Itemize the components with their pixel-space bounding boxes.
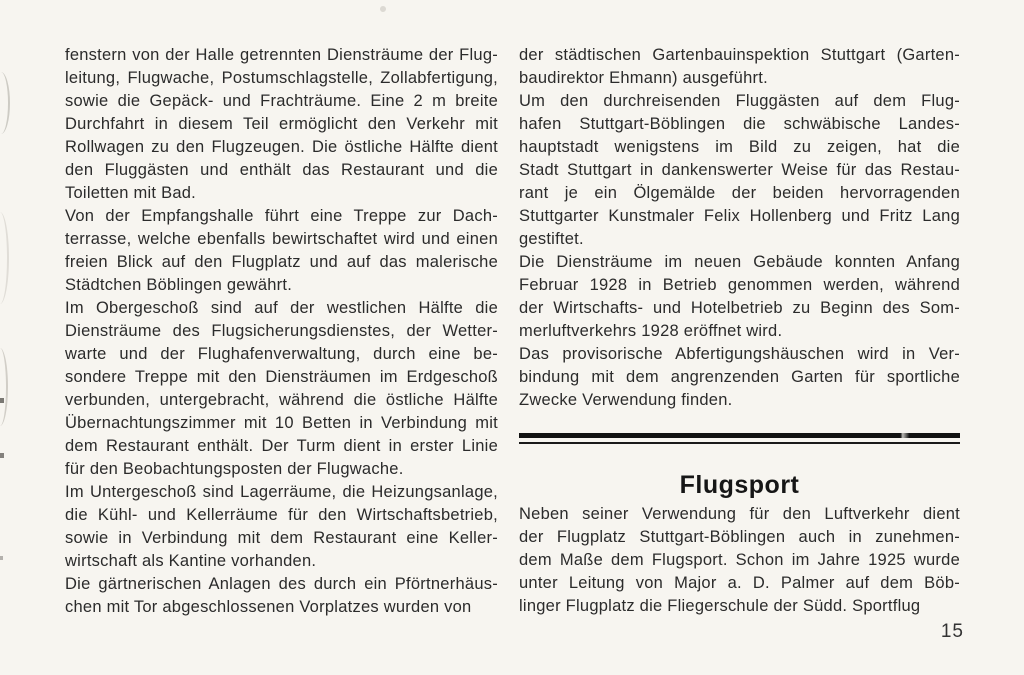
text-line: Diensträume des Flugsicherungsdienstes, der Wetter-	[65, 322, 498, 340]
text-line: terrasse, welche ebenfalls bewirtschaftet wird und einen	[65, 230, 498, 248]
scan-artifact	[0, 398, 4, 403]
text-line: dem Maße dem Flugsport. Schon im Jahre 1925 wurde	[519, 551, 960, 569]
text-line: sowie in Verbindung mit dem Restaurant eine Keller-	[65, 529, 498, 547]
paragraph	[519, 503, 960, 618]
text-line: Toiletten mit Bad.	[65, 184, 197, 202]
paragraph	[65, 573, 498, 619]
right-text-column	[519, 44, 960, 618]
scan-artifact	[380, 6, 386, 12]
text-line: baudirektor Ehmann) ausgeführt.	[519, 69, 768, 87]
text-line: Um den durchreisenden Fluggästen auf dem Flug-	[519, 92, 960, 110]
text-line: Übernachtungszimmer mit 10 Betten in Verbindung mit	[65, 414, 498, 432]
divider-thin-line	[519, 442, 960, 444]
text-line: Neben seiner Verwendung für den Luftverkehr dient	[519, 505, 960, 523]
text-line: sondere Treppe mit den Diensträumen im Erdgeschoß	[65, 368, 498, 386]
paragraph	[519, 90, 960, 251]
divider-thick-line	[519, 433, 960, 438]
text-line: Durchfahrt in diesem Teil ermöglicht den Verkehr mit	[65, 115, 498, 133]
text-line: Zwecke Verwendung finden.	[519, 391, 733, 409]
text-line: hauptstadt wenigstens im Bild zu zeigen, hat die	[519, 138, 960, 156]
left-text-column	[65, 44, 498, 619]
text-line: fenstern von der Halle getrennten Diensträume der Flug-	[65, 46, 498, 64]
text-line: freien Blick auf den Flugplatz und auf das malerische	[65, 253, 498, 271]
text-line: bindung mit dem angrenzenden Garten für sportliche	[519, 368, 960, 386]
text-line: der städtischen Gartenbauinspektion Stuttgart (Garten-	[519, 46, 960, 64]
text-line: linger Flugplatz die Fliegerschule der Südd. Sportflug	[519, 597, 921, 615]
paragraph	[519, 343, 960, 412]
text-line: Im Obergeschoß sind auf der westlichen Hälfte die	[65, 299, 498, 317]
text-line: Die gärtnerischen Anlagen des durch ein Pförtnerhäus-	[65, 575, 498, 593]
text-line: chen mit Tor abgeschlossenen Vorplatzes wurden von	[65, 598, 472, 616]
text-line: Das provisorische Abfertigungshäuschen wird in Ver-	[519, 345, 960, 363]
scan-artifact	[0, 348, 8, 426]
page-number: 15	[940, 621, 964, 642]
text-line: der Flugplatz Stuttgart-Böblingen auch in zunehmen-	[519, 528, 960, 546]
text-line: merluftverkehrs 1928 eröffnet wird.	[519, 322, 783, 340]
text-line: Von der Empfangshalle führt eine Treppe zur Dach-	[65, 207, 498, 225]
text-line: Rollwagen zu den Flugzeugen. Die östliche Hälfte dient	[65, 138, 498, 156]
paragraph	[65, 481, 498, 573]
text-line: Im Untergeschoß sind Lagerräume, die Heizungsanlage,	[65, 483, 498, 501]
scan-artifact	[0, 72, 10, 134]
paragraph	[519, 251, 960, 343]
text-line: rant je ein Ölgemälde der beiden hervorragenden	[519, 184, 960, 202]
text-line: Februar 1928 in Betrieb genommen werden, während	[519, 276, 960, 294]
section-heading: Flugsport	[679, 471, 800, 499]
scan-artifact	[0, 453, 4, 458]
text-line: unter Leitung von Major a. D. Palmer auf dem Böb-	[519, 574, 960, 592]
text-line: warte und der Flughafenverwaltung, durch eine be-	[65, 345, 498, 363]
text-line: Stadt Stuttgart in dankenswerter Weise für das Restau-	[519, 161, 960, 179]
paragraph	[65, 205, 498, 297]
scan-artifact	[0, 556, 3, 560]
text-line: hafen Stuttgart-Böblingen die schwäbische Landes-	[519, 115, 960, 133]
text-line: verbunden, untergebracht, während die östliche Hälfte	[65, 391, 498, 409]
text-line: Stuttgarter Kunstmaler Felix Hollenberg und Fritz Lang	[519, 207, 960, 225]
paragraph	[519, 44, 960, 90]
text-line: Städtchen Böblingen gewährt.	[65, 276, 293, 294]
scan-artifact	[0, 212, 9, 304]
text-line: wirtschaft als Kantine vorhanden.	[65, 552, 317, 570]
text-line: der Wirtschafts- und Hotelbetrieb zu Beginn des Som-	[519, 299, 960, 317]
right-column-bottom-paragraphs	[519, 503, 960, 618]
text-line: Die Diensträume im neuen Gebäude konnten Anfang	[519, 253, 960, 271]
text-line: den Fluggästen und enthält das Restaurant und die	[65, 161, 498, 179]
text-line: leitung, Flugwache, Postumschlagstelle, Zollabfertigung,	[65, 69, 498, 87]
text-line: sowie die Gepäck- und Frachträume. Eine 2 m breite	[65, 92, 498, 110]
text-line: für den Beobachtungsposten der Flugwache.	[65, 460, 404, 478]
paragraph	[65, 44, 498, 205]
paragraph	[65, 297, 498, 481]
text-line: gestiftet.	[519, 230, 584, 248]
right-column-top-paragraphs	[519, 44, 960, 412]
section-divider-rule	[519, 433, 960, 445]
text-line: dem Restaurant enthält. Der Turm dient in erster Linie	[65, 437, 498, 455]
text-line: die Kühl- und Kellerräume für den Wirtschaftsbetrieb,	[65, 506, 498, 524]
